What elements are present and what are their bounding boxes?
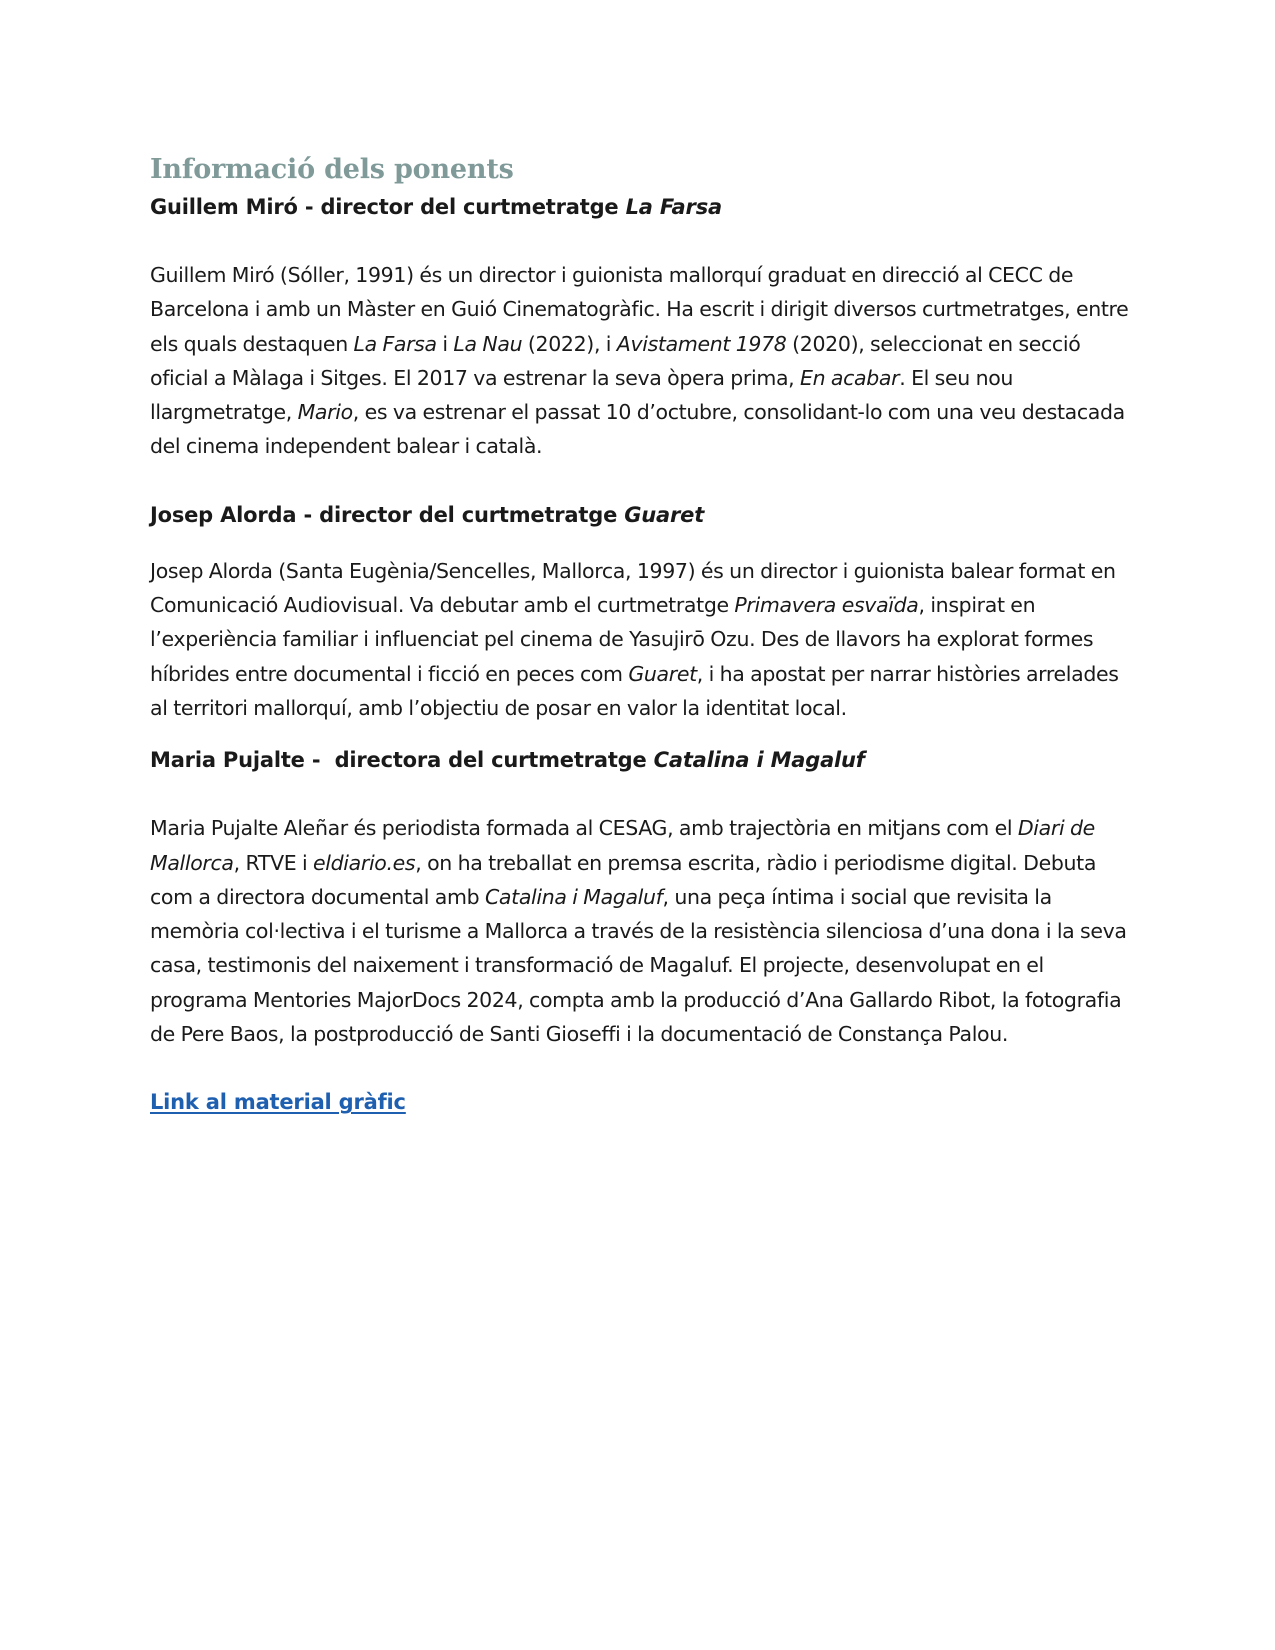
speaker-bio-josep-alorda	[150, 554, 1135, 725]
speaker-separator: -	[296, 502, 320, 527]
speaker-bio-guillem-miro	[150, 258, 1135, 464]
graphic-material-link[interactable]: Link al material gràfic	[150, 1090, 406, 1115]
bio-film-title: Mario	[297, 400, 353, 425]
bio-film-title: Guaret	[628, 661, 697, 686]
bio-text: , on ha treballat en premsa escrita, ràdio i periodisme digital. Debuta com a directora documental amb	[150, 850, 1097, 909]
speaker-bio-maria-pujalte	[150, 811, 1135, 1051]
bio-text: , una peça íntima i social que revisita la memòria col·lectiva i el turisme a Mallorca a través de la resistència silenciosa d’una dona i la seva casa, testimonis del naixement i transformació de Magaluf. El projecte, desenvolupat en el programa Mentories MajorDocs 2024, compta amb la producció d’Ana Gallardo Ribot, la fotografia de Pere Baos, la postproducció de Santi Gioseffi i la documentació de Constança Palou.	[150, 884, 1127, 1047]
speaker-heading-maria-pujalte	[150, 743, 1135, 777]
bio-text: , i ha apostat per narrar històries arrelades al territori mallorquí, amb l’objectiu de posar en valor la identitat local.	[150, 661, 1119, 720]
bio-text: Maria Pujalte Aleñar és periodista formada al CESAG, amb trajectòria en mitjans com el	[150, 816, 1018, 841]
bio-film-title: La Farsa	[353, 331, 437, 356]
speaker-film: Guaret	[624, 502, 705, 527]
speaker-heading-guillem-miro	[150, 190, 1135, 224]
speaker-separator: -	[304, 748, 335, 773]
speaker-film: La Farsa	[625, 195, 722, 219]
bio-text: , es va estrenar el passat 10 d’octubre, consolidant-lo com una veu destacada del cinema independent balear i català.	[150, 400, 1125, 459]
speaker-role: director del curtmetratge	[319, 502, 625, 527]
speaker-name: Maria Pujalte	[150, 748, 305, 773]
bio-text: Guillem Miró (Sóller, 1991) és un director i guionista mallorquí graduat en direcció al CECC de Barcelona i amb un Màster en Guió Cinematogràfic. Ha escrit i dirigit diversos curtmetratges, entre els quals destaquen	[150, 263, 1129, 356]
section-title: Informació dels ponents	[150, 154, 514, 185]
speaker-name: Guillem Miró	[150, 195, 298, 219]
bio-text: (2020), seleccionat en secció oficial a Màlaga i Sitges. El 2017 va estrenar la seva òpera prima,	[150, 331, 1081, 390]
bio-film-title: La Nau	[453, 331, 523, 356]
bio-text: , RTVE i	[233, 850, 314, 875]
speaker-separator: -	[297, 195, 321, 219]
bio-text: , inspirat en l’experiència familiar i influenciat pel cinema de Yasujirō Ozu. Des de llavors ha explorat formes híbrides entre documental i ficció en peces com	[150, 593, 1094, 686]
bio-text: . El seu nou llargmetratge,	[150, 365, 1014, 425]
speaker-film: Catalina i Magaluf	[653, 748, 865, 773]
bio-film-title: En acabar	[800, 365, 900, 390]
document-page	[150, 150, 1135, 1119]
speaker-role: director del curtmetratge	[320, 195, 626, 219]
bio-film-title: Catalina i Magaluf	[484, 884, 663, 909]
speaker-role: directora del curtmetratge	[334, 748, 654, 773]
bio-publication: Diari de Mallorca	[150, 816, 1095, 875]
bio-film-title: Avistament 1978	[616, 331, 787, 356]
bio-text: Josep Alorda (Santa Eugènia/Sencelles, Mallorca, 1997) és un director i guionista balear format en Comunicació Audiovisual. Va debutar amb el curtmetratge	[150, 558, 1116, 618]
bio-text: (2022), i	[522, 331, 617, 356]
bio-film-title: Primavera esvaïda	[734, 593, 919, 618]
speaker-heading-josep-alorda	[150, 498, 1135, 532]
bio-publication: eldiario.es	[313, 850, 416, 875]
bio-text: i	[436, 331, 454, 356]
speaker-name: Josep Alorda	[150, 502, 297, 527]
